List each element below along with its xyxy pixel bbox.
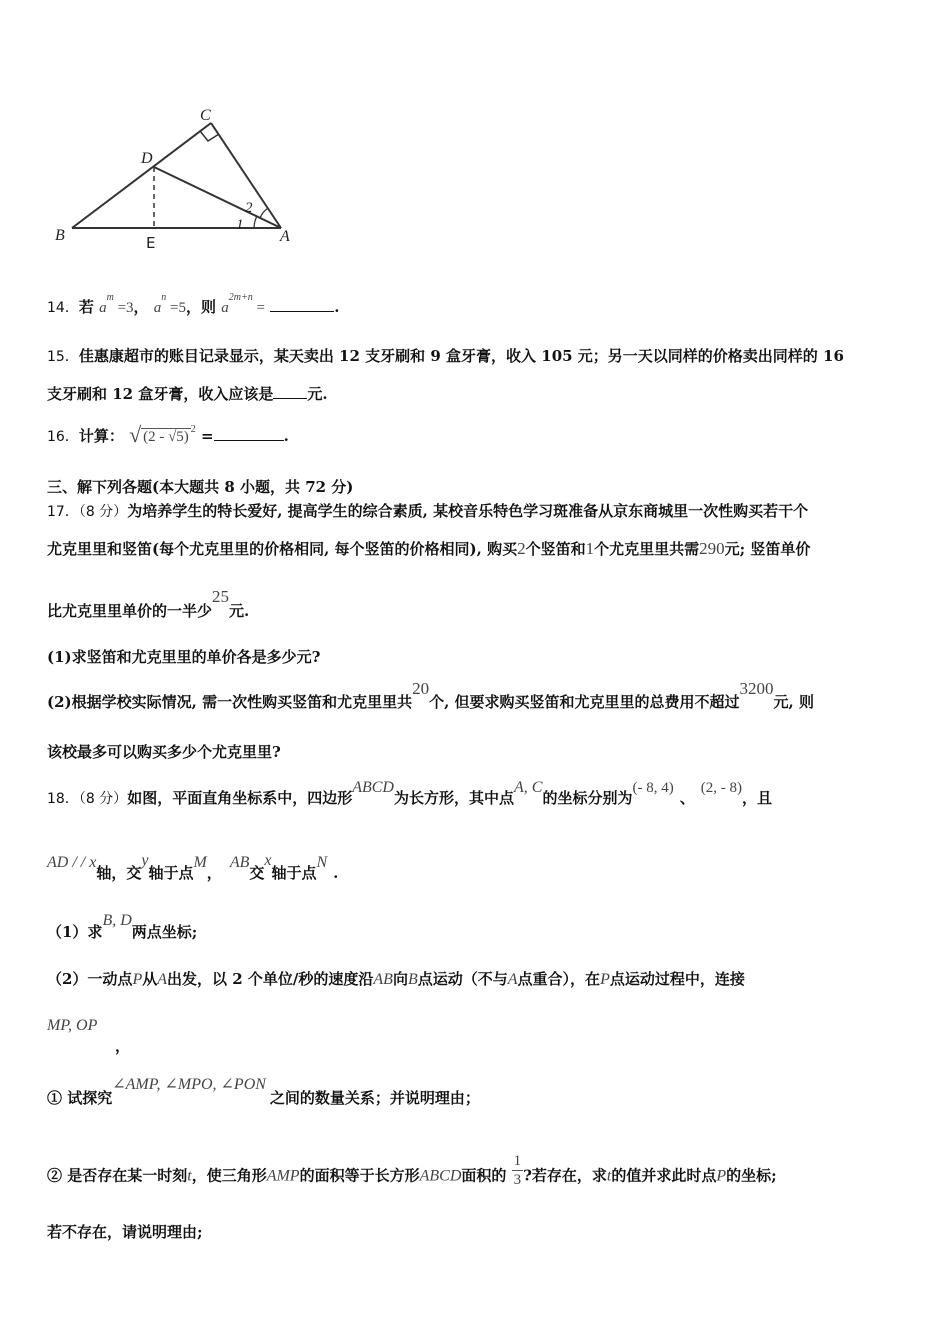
- q16-number: 16．: [47, 429, 79, 445]
- q18-AB: AB: [229, 854, 250, 871]
- q18-t6: 轴于点: [148, 864, 194, 882]
- q14-prefix: 若: [78, 298, 94, 316]
- q17-line3a: 比尤克里里单价的一半少: [47, 602, 213, 620]
- q17-line2b: 个竖笛和: [525, 540, 586, 558]
- question-15-line2: [47, 383, 328, 404]
- q17-n1: 1: [585, 539, 595, 558]
- q18-s2e: 点运动（不与: [417, 970, 508, 988]
- q17-line1: 为培养学生的特长爱好, 提高学生的综合素质, 某校音乐特色学习斑准备从京东商城里一次性购买若干个: [127, 502, 809, 520]
- q16-inside: (2 - √5): [143, 429, 189, 445]
- q18-frac-num: 1: [513, 1153, 522, 1169]
- label-angle-1: 1: [236, 217, 244, 233]
- question-18-line1: [47, 779, 772, 808]
- q18-c2c: 的面积等于长方形: [299, 1166, 420, 1185]
- q17-n2: 2: [517, 539, 526, 558]
- q18-frac-den: 3: [513, 1172, 522, 1188]
- q18-c1a: ① 试探究: [47, 1089, 113, 1107]
- q18-ABCD: ABCD: [352, 779, 394, 796]
- q18-c2a: ② 是否存在某一时刻: [47, 1166, 188, 1185]
- q14-eq3: =3: [113, 300, 134, 316]
- label-A: A: [280, 228, 290, 245]
- q18-c1b: 之间的数量关系；并说明理由；: [269, 1089, 480, 1107]
- q18-c2b: ，使三角形: [191, 1166, 267, 1185]
- q18-M: M: [193, 854, 207, 871]
- question-17-part1: (1)求竖笛和尤克里里的单价各是多少元?: [47, 648, 321, 666]
- q18-dun: 、: [679, 789, 695, 807]
- q17-p2b: 个, 但要求购买竖笛和尤克里里的总费用不超过: [429, 693, 740, 711]
- q18-t5: 轴，交: [96, 864, 142, 882]
- q18-coordC: (2, - 8): [700, 780, 742, 796]
- question-18-circle2-line2: 若不存在，请说明理由;: [47, 1223, 203, 1241]
- question-18-line2: [47, 852, 339, 883]
- q14-sep: ，: [133, 298, 149, 316]
- q14-a1: a: [99, 300, 107, 316]
- q18-ABseg: AB: [373, 971, 393, 988]
- q17-n3200: 3200: [739, 679, 774, 698]
- q17-line2c: 个尤克里里共需: [594, 540, 700, 558]
- q15-line2a: 支牙刷和 12 盒牙膏，收入应该是: [47, 385, 274, 403]
- question-17-line2: [47, 538, 810, 559]
- q18-t1: 如图，平面直角坐标系中，四边形: [127, 789, 353, 807]
- q18-x: x: [264, 852, 272, 869]
- q18-A: A: [157, 971, 168, 988]
- label-E: E: [146, 234, 156, 252]
- angle-arc-1: [254, 216, 257, 228]
- q16-radical: √ (2 - √5) $^2$: [129, 422, 196, 447]
- q18-P2: P: [600, 971, 610, 988]
- label-angle-2: 2: [245, 200, 253, 216]
- question-18-sub1: [47, 912, 198, 942]
- q18-s2g: 点运动过程中，连接: [609, 970, 745, 988]
- q18-c2g: 的坐标;: [726, 1166, 777, 1185]
- q18-score: （8 分）: [78, 791, 128, 807]
- q18-number: 18．: [47, 791, 79, 807]
- q14-exp-m: m: [106, 292, 114, 303]
- q18-ADx: AD / / x: [47, 854, 97, 871]
- q18-B: B: [407, 971, 418, 988]
- q16-label: 计算：: [78, 427, 124, 445]
- q17-line2a: 尤克里里和竖笛(每个尤克里里的价格相同, 每个竖笛的价格相同), 购买: [47, 540, 518, 558]
- q18-t4: ，且: [741, 789, 772, 807]
- q16-exp: 2: [190, 424, 196, 435]
- q18-s2b: 从: [142, 970, 158, 988]
- segment-BC: [72, 123, 211, 228]
- q15-answer-blank: [273, 398, 307, 399]
- q14-a3: a: [221, 300, 229, 316]
- q18-t2: t: [606, 1167, 612, 1185]
- q18-fraction: [512, 1152, 524, 1189]
- q17-n25: 25: [212, 587, 230, 606]
- q18-c2d: 面积的: [461, 1166, 507, 1185]
- q14-eq5: =5: [166, 300, 186, 316]
- q15-line1: 佳惠康超市的账目记录显示，某天卖出 12 支牙刷和 9 盒牙膏，收入 105 元；另一天以同样的价格卖出同样的 16: [78, 347, 844, 365]
- q17-p2c: 元, 则: [773, 693, 814, 711]
- q18-P3: P: [716, 1167, 727, 1185]
- question-17-line1: [47, 500, 808, 521]
- q18-s2d: 向: [392, 970, 408, 988]
- question-18-circle1: [47, 1076, 480, 1108]
- q18-P: P: [132, 971, 143, 988]
- question-18-circle2: [47, 1153, 777, 1195]
- q18-ABCD2: ABCD: [419, 1167, 462, 1185]
- q18-BD: B, D: [102, 912, 132, 929]
- q16-eq: =: [201, 427, 214, 445]
- question-16: [47, 422, 289, 447]
- q18-coordA: (- 8, 4): [632, 780, 674, 796]
- triangle-figure: [40, 95, 310, 260]
- q18-s1b: 两点坐标;: [131, 923, 198, 941]
- question-18-sub2: [47, 968, 745, 989]
- q18-AC: A, C: [514, 779, 543, 796]
- q18-t3: 的坐标分别为: [542, 789, 633, 807]
- q18-c2e: ?若存在，求: [523, 1166, 607, 1185]
- q14-end: .: [334, 298, 340, 316]
- q17-number: 17．: [47, 504, 79, 520]
- label-C: C: [200, 107, 211, 124]
- q15-line2b: 元.: [307, 385, 328, 403]
- label-D: D: [141, 150, 153, 167]
- q17-n290: 290: [699, 539, 725, 558]
- q14-answer-blank: [270, 311, 334, 312]
- q17-n20: 20: [412, 679, 430, 698]
- q18-A2: A: [507, 971, 518, 988]
- q18-angles: ∠AMP, ∠MPO, ∠PON: [112, 1076, 266, 1093]
- q14-then: ，则: [186, 298, 217, 316]
- label-B: B: [55, 227, 65, 244]
- q14-exp-2mn: 2m+n: [228, 292, 253, 303]
- angle-arc-2: [260, 208, 268, 218]
- q17-score: （8 分）: [78, 504, 128, 520]
- segment-DA: [154, 167, 281, 228]
- section-3-heading: 三、解下列各题(本大题共 8 小题，共 72 分): [47, 478, 354, 496]
- q18-c2f: 的值并求此时点: [611, 1166, 717, 1185]
- q14-number: 14．: [47, 300, 79, 316]
- q18-s2h: ，: [115, 1037, 131, 1055]
- q14-exp-n: n: [161, 292, 167, 303]
- q18-t2: 为长方形，其中点: [393, 789, 514, 807]
- q18-MPOP: MP, OP: [47, 1017, 98, 1034]
- q18-t8: 轴于点: [271, 864, 317, 882]
- question-17-part2: [47, 679, 814, 712]
- question-14: [47, 292, 340, 317]
- q18-period: .: [333, 864, 339, 882]
- q14-eq: =: [252, 300, 265, 316]
- q18-s2c: 出发，以 2 个单位/秒的速度沿: [167, 970, 374, 988]
- q16-answer-blank: [214, 440, 284, 441]
- q18-t7: 交: [249, 864, 265, 882]
- q14-a2: a: [153, 300, 162, 316]
- question-18-sub2-line2: [47, 1016, 130, 1056]
- q18-AMP: AMP: [266, 1167, 300, 1185]
- q18-t: t: [187, 1167, 192, 1185]
- q18-comma: ，: [206, 864, 222, 882]
- question-17-line3: [47, 587, 250, 621]
- q16-end: .: [283, 427, 289, 445]
- q18-s2f: 点重合），在: [517, 970, 601, 988]
- q18-y: y: [141, 852, 149, 869]
- q17-line3b: 元.: [229, 602, 250, 620]
- question-17-part2-line2: 该校最多可以购买多少个尤克里里?: [47, 743, 281, 761]
- q18-s1a: （1）求: [47, 923, 103, 941]
- q18-N: N: [316, 854, 328, 871]
- q17-p2a: (2)根据学校实际情况, 需一次性购买竖笛和尤克里里共: [47, 693, 413, 711]
- q17-line2d: 元; 竖笛单价: [724, 540, 811, 558]
- q15-number: 15．: [47, 349, 79, 365]
- question-15-line1: [47, 345, 844, 366]
- q18-s2a: （2）一动点: [47, 970, 133, 988]
